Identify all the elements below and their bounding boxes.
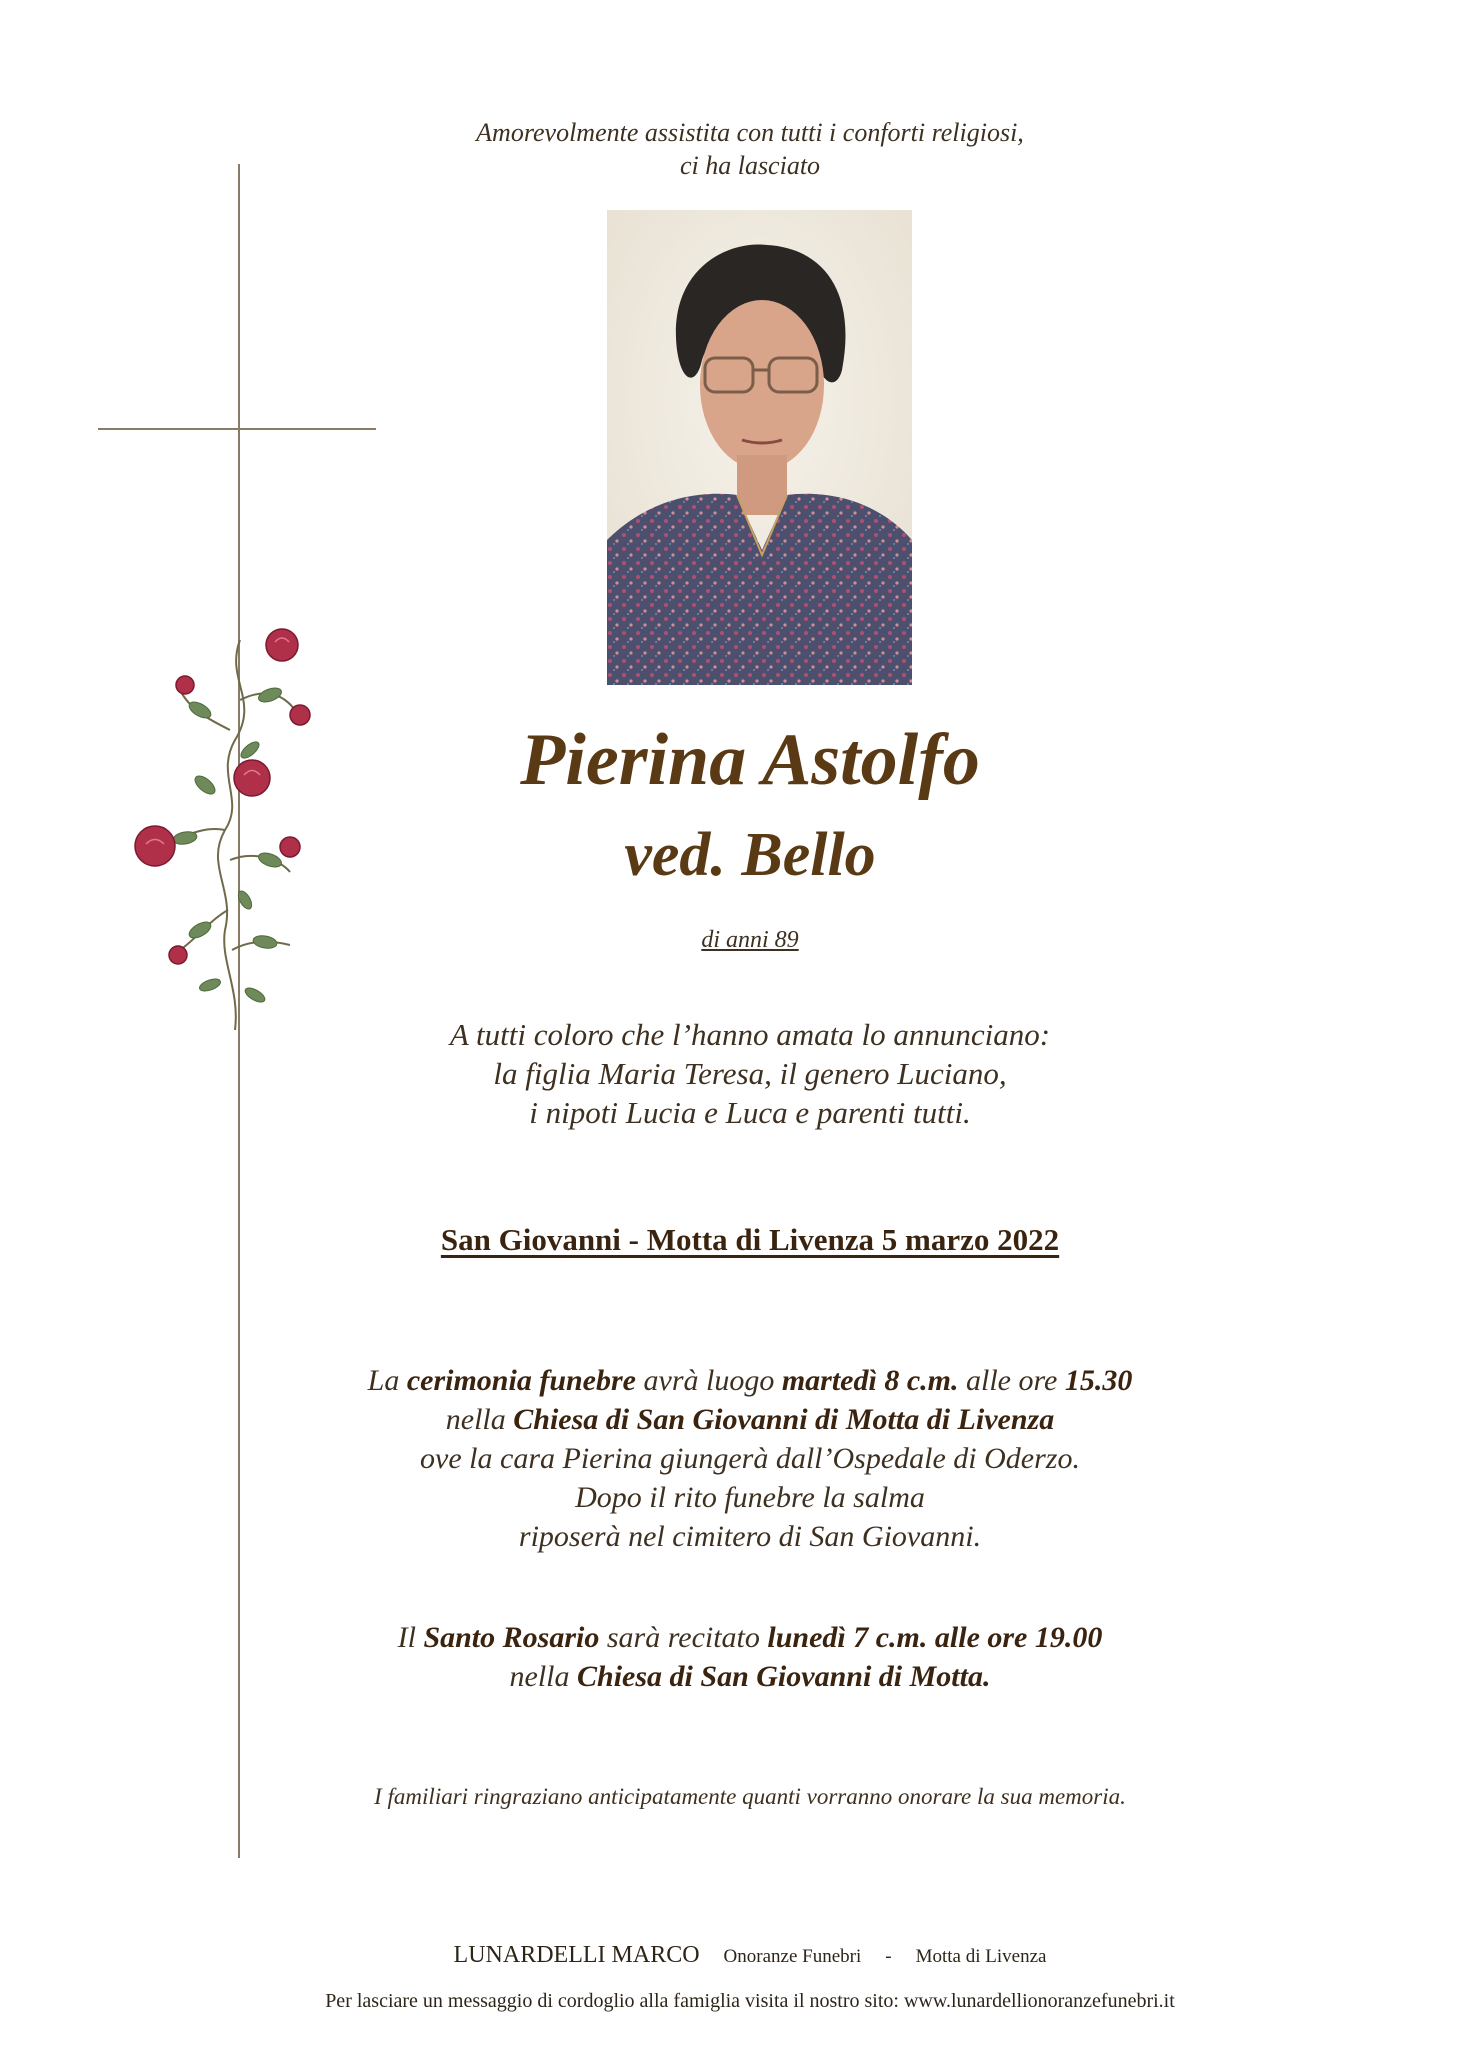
place-date [250,1221,1250,1259]
intro-line-1: Amorevolmente assistita con tutti i conforti religiosi, [476,118,1024,147]
thanks-note: I familiari ringraziano anticipatamente quanti vorranno onorare la sua memoria. [374,1784,1126,1809]
intro-line-2: ci ha lasciato [679,151,821,180]
rosary-line-1: Il Santo Rosario sarà recitato lunedì 7 c.m. alle ore 19.00 [397,1621,1103,1654]
ceremony-info [250,1361,1250,1556]
company-town: Motta di Livenza [915,1946,1047,1967]
company-name: LUNARDELLI MARCO [453,1942,700,1968]
intro-text [250,116,1250,182]
age [250,925,1250,955]
ceremony-line-1: La cerimonia funebre avrà luogo martedì 8 c.m. alle ore 15.30 [367,1364,1133,1397]
widow-of: ved. Bello [624,821,876,889]
ceremony-line-5: riposerà nel cimitero di San Giovanni. [518,1520,982,1553]
portrait-photo [607,210,912,685]
age-text: di anni 89 [701,927,799,953]
ceremony-line-3: ove la cara Pierina giungerà dall’Ospedale di Oderzo. [420,1442,1080,1475]
footer-company [250,1940,1250,1972]
ceremony-line-4: Dopo il rito funebre la salma [575,1481,925,1514]
announcement-line-3: i nipoti Lucia e Luca e parenti tutti. [529,1095,971,1130]
rosary-info [250,1618,1250,1696]
footer-website-message: Per lasciare un messaggio di cordoglio alla famiglia visita il nostro sito: www.lunardellionoranzefunebri.it [325,1990,1175,2012]
announcement-line-2: la figlia Maria Teresa, il genero Luciano, [493,1056,1007,1091]
footer-separator: - [885,1946,892,1967]
ceremony-line-2: nella Chiesa di San Giovanni di Motta di Livenza [445,1403,1055,1436]
place-date-text: San Giovanni - Motta di Livenza 5 marzo 2022 [440,1222,1060,1257]
announcement [250,1015,1250,1132]
announcement-line-1: A tutti coloro che l’hanno amata lo annunciano: [449,1017,1051,1052]
cross-horizontal-line [98,428,376,430]
deceased-name: Pierina Astolfo [520,719,980,801]
rosary-line-2: nella Chiesa di San Giovanni di Motta. [509,1660,991,1693]
company-service: Onoranze Funebri [723,1946,862,1967]
